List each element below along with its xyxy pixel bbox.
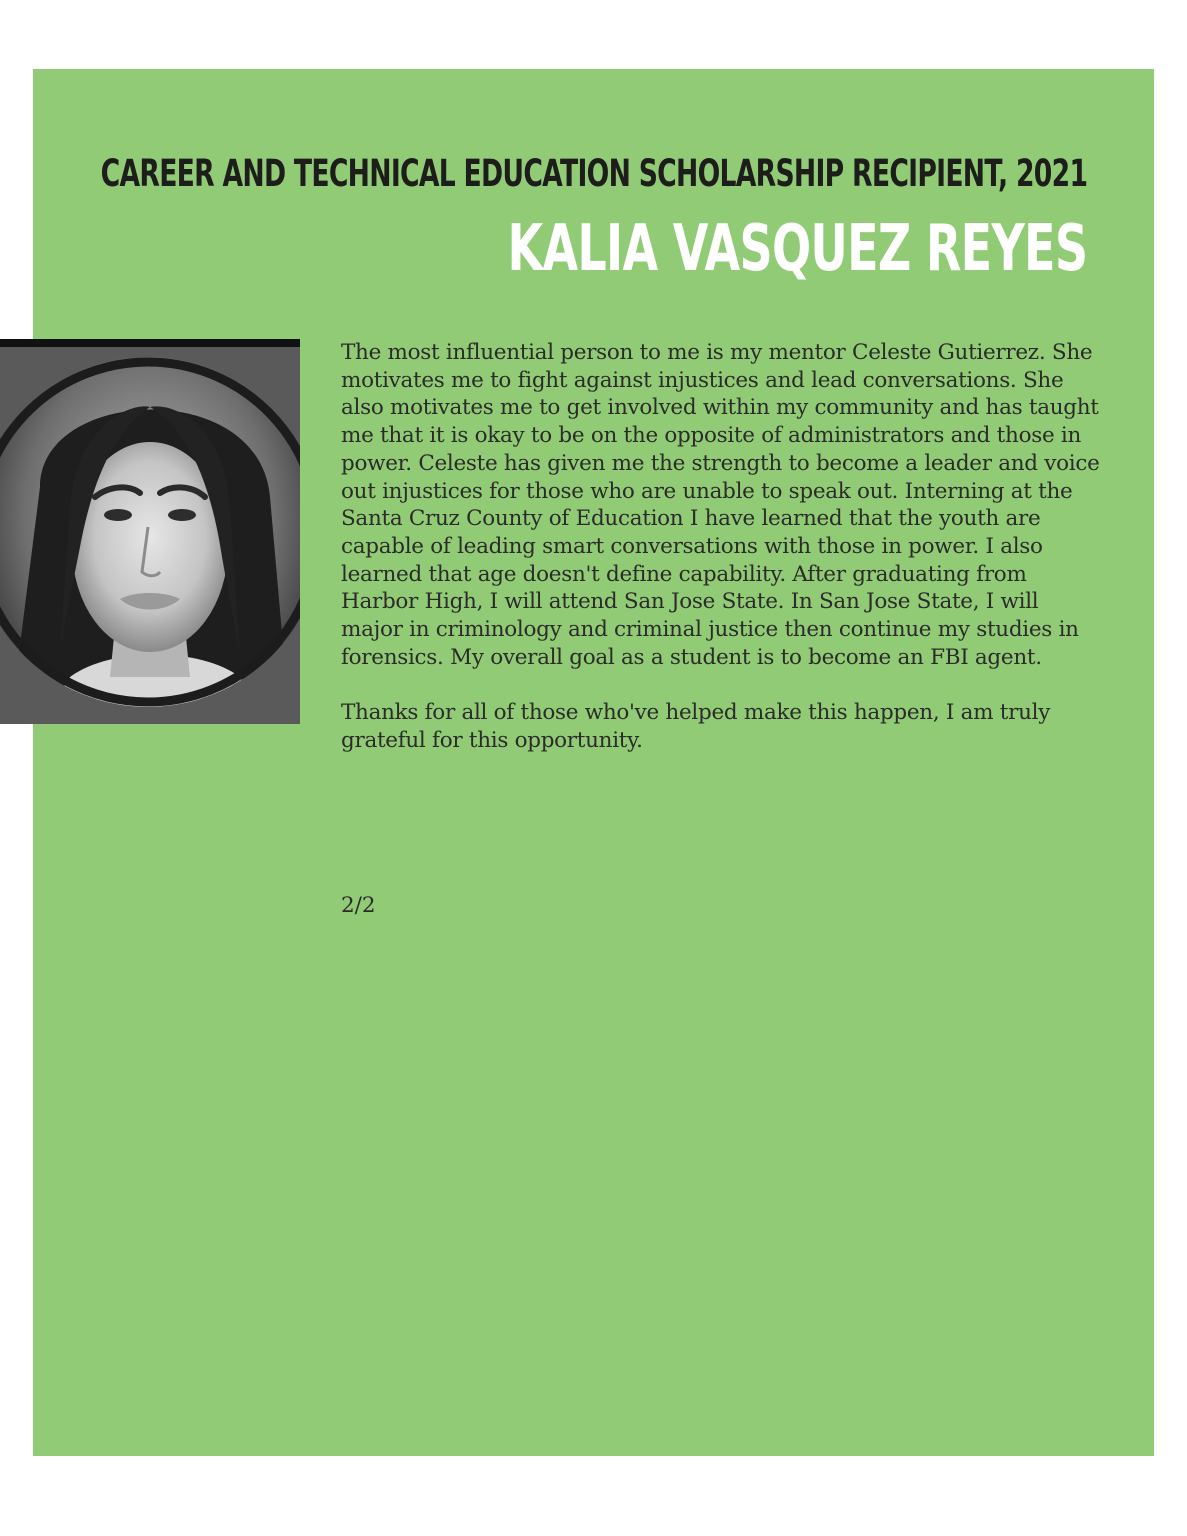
portrait-image	[0, 347, 300, 724]
bio-paragraph: The most influential person to me is my mentor Celeste Gutierrez. She motivates me to fight against injustices and lead conversations. She also motivates me to get involved within my community and has taught me that it is okay to be on the opposite of administrators and those in power. Celeste has given me the strength to become a leader and voice out injustices for those who are unable to speak out. Interning at the Santa Cruz County of Education I have learned that the youth are capable of leading smart conversations with those in power. I also learned that age doesn't define capability. After graduating from Harbor High, I will attend San Jose State. In San Jose State, I will major in criminology and criminal justice then continue my studies in forensics. My overall goal as a student is to become an FBI agent.	[341, 340, 1100, 670]
recipient-name: KALIA VASQUEZ REYES	[507, 212, 1087, 286]
award-title: CAREER AND TECHNICAL EDUCATION SCHOLARSHIP RECIPIENT, 2021	[100, 152, 1087, 195]
page-number: 2/2	[341, 893, 376, 918]
bio-text	[341, 339, 1101, 782]
thanks-paragraph: Thanks for all of those who've helped make this happen, I am truly grateful for this opportunity.	[341, 700, 1051, 753]
portrait-photo	[0, 339, 300, 724]
